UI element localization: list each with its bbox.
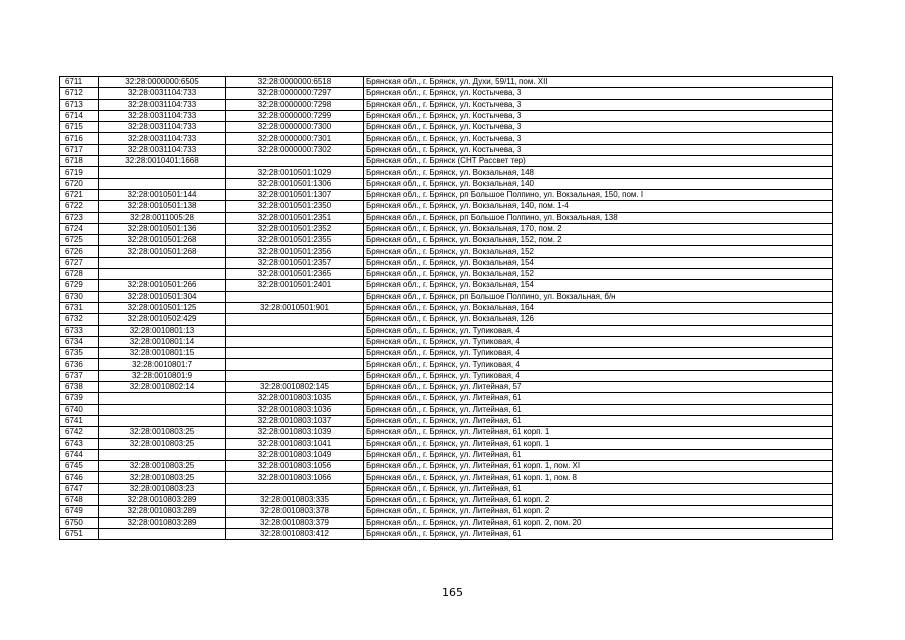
object-cadastral-number-cell: 32:28:0010803:1066 <box>226 472 364 483</box>
object-cadastral-number-cell: 32:28:0010803:412 <box>226 528 364 539</box>
cadastral-number-cell <box>99 393 226 404</box>
object-cadastral-number-cell: 32:28:0010501:2352 <box>226 223 364 234</box>
cadastral-number-cell: 32:28:0010501:304 <box>99 291 226 302</box>
address-cell: Брянская обл., г. Брянск, ул. Литейная, 61 корп. 1, пом. 8 <box>364 472 833 483</box>
address-cell: Брянская обл., г. Брянск, ул. Литейная, 57 <box>364 382 833 393</box>
object-cadastral-number-cell: 32:28:0000000:7297 <box>226 88 364 99</box>
table-row <box>60 483 833 494</box>
row-number-cell: 6717 <box>60 144 99 155</box>
table-row <box>60 144 833 155</box>
address-cell: Брянская обл., г. Брянск, ул. Вокзальная, 154 <box>364 280 833 291</box>
address-cell: Брянская обл., г. Брянск, рп Большое Полпино, ул. Вокзальная, 138 <box>364 212 833 223</box>
object-cadastral-number-cell: 32:28:0000000:7301 <box>226 133 364 144</box>
object-cadastral-number-cell: 32:28:0000000:7299 <box>226 110 364 121</box>
table-row <box>60 415 833 426</box>
table-row <box>60 257 833 268</box>
object-cadastral-number-cell: 32:28:0010803:379 <box>226 517 364 528</box>
row-number-cell: 6723 <box>60 212 99 223</box>
table-row <box>60 370 833 381</box>
table-row <box>60 110 833 121</box>
address-cell: Брянская обл., г. Брянск, ул. Костычева, 3 <box>364 122 833 133</box>
cadastral-number-cell: 32:28:0010803:25 <box>99 427 226 438</box>
row-number-cell: 6715 <box>60 122 99 133</box>
cadastral-number-cell: 32:28:0010501:266 <box>99 280 226 291</box>
table-row <box>60 212 833 223</box>
cadastral-number-cell: 32:28:0010801:9 <box>99 370 226 381</box>
table-row <box>60 246 833 257</box>
cadastral-number-cell <box>99 449 226 460</box>
row-number-cell: 6749 <box>60 506 99 517</box>
row-number-cell: 6727 <box>60 257 99 268</box>
cadastral-number-cell: 32:28:0010803:289 <box>99 506 226 517</box>
address-cell: Брянская обл., г. Брянск, ул. Литейная, 61 <box>364 483 833 494</box>
object-cadastral-number-cell: 32:28:0010803:1039 <box>226 427 364 438</box>
table-row <box>60 122 833 133</box>
object-cadastral-number-cell: 32:28:0000000:7298 <box>226 99 364 110</box>
cadastral-number-cell: 32:28:0000000:6505 <box>99 77 226 88</box>
row-number-cell: 6721 <box>60 189 99 200</box>
row-number-cell: 6724 <box>60 223 99 234</box>
object-cadastral-number-cell <box>226 483 364 494</box>
row-number-cell: 6739 <box>60 393 99 404</box>
row-number-cell: 6719 <box>60 167 99 178</box>
object-cadastral-number-cell: 32:28:0010803:1041 <box>226 438 364 449</box>
address-cell: Брянская обл., г. Брянск, ул. Литейная, 61 корп. 1, пом. XI <box>364 461 833 472</box>
row-number-cell: 6744 <box>60 449 99 460</box>
table-row <box>60 291 833 302</box>
cadastral-number-cell: 32:28:0010401:1668 <box>99 156 226 167</box>
table-row <box>60 235 833 246</box>
row-number-cell: 6725 <box>60 235 99 246</box>
cadastral-number-cell: 32:28:0010801:15 <box>99 348 226 359</box>
address-cell: Брянская обл., г. Брянск, ул. Вокзальная, 154 <box>364 257 833 268</box>
row-number-cell: 6728 <box>60 269 99 280</box>
cadastral-number-cell: 32:28:0010802:14 <box>99 382 226 393</box>
table-row <box>60 359 833 370</box>
property-table <box>59 76 833 540</box>
row-number-cell: 6747 <box>60 483 99 494</box>
table-row <box>60 438 833 449</box>
table-body <box>60 77 833 540</box>
row-number-cell: 6738 <box>60 382 99 393</box>
row-number-cell: 6743 <box>60 438 99 449</box>
object-cadastral-number-cell: 32:28:0010501:2355 <box>226 235 364 246</box>
object-cadastral-number-cell <box>226 348 364 359</box>
address-cell: Брянская обл., г. Брянск, ул. Литейная, 61 корп. 2, пом. 20 <box>364 517 833 528</box>
row-number-cell: 6731 <box>60 302 99 313</box>
row-number-cell: 6712 <box>60 88 99 99</box>
address-cell: Брянская обл., г. Брянск, ул. Вокзальная, 152 <box>364 269 833 280</box>
cadastral-number-cell <box>99 404 226 415</box>
object-cadastral-number-cell: 32:28:0010803:1037 <box>226 415 364 426</box>
address-cell: Брянская обл., г. Брянск, ул. Костычева, 3 <box>364 144 833 155</box>
address-cell: Брянская обл., г. Брянск, ул. Тупиковая, 4 <box>364 336 833 347</box>
address-cell: Брянская обл., г. Брянск, ул. Вокзальная, 140 <box>364 178 833 189</box>
cadastral-number-cell: 32:28:0011005:28 <box>99 212 226 223</box>
cadastral-number-cell: 32:28:0010803:23 <box>99 483 226 494</box>
table-row <box>60 269 833 280</box>
table-row <box>60 382 833 393</box>
address-cell: Брянская обл., г. Брянск, ул. Литейная, 61 <box>364 404 833 415</box>
cadastral-number-cell: 32:28:0010801:13 <box>99 325 226 336</box>
cadastral-number-cell: 32:28:0010501:125 <box>99 302 226 313</box>
row-number-cell: 6718 <box>60 156 99 167</box>
object-cadastral-number-cell: 32:28:0000000:6518 <box>226 77 364 88</box>
table-row <box>60 280 833 291</box>
table-row <box>60 201 833 212</box>
row-number-cell: 6714 <box>60 110 99 121</box>
object-cadastral-number-cell: 32:28:0010501:2401 <box>226 280 364 291</box>
table-row <box>60 348 833 359</box>
row-number-cell: 6746 <box>60 472 99 483</box>
cadastral-number-cell: 32:28:0010803:25 <box>99 472 226 483</box>
cadastral-number-cell: 32:28:0010801:14 <box>99 336 226 347</box>
object-cadastral-number-cell: 32:28:0010803:1035 <box>226 393 364 404</box>
table-row <box>60 156 833 167</box>
cadastral-number-cell: 32:28:0010803:289 <box>99 517 226 528</box>
cadastral-number-cell: 32:28:0010501:144 <box>99 189 226 200</box>
cadastral-number-cell <box>99 178 226 189</box>
cadastral-number-cell: 32:28:0010501:138 <box>99 201 226 212</box>
object-cadastral-number-cell: 32:28:0010501:2365 <box>226 269 364 280</box>
table-row <box>60 133 833 144</box>
cadastral-number-cell: 32:28:0031104:733 <box>99 110 226 121</box>
cadastral-number-cell: 32:28:0031104:733 <box>99 88 226 99</box>
address-cell: Брянская обл., г. Брянск, ул. Вокзальная, 140, пом. 1-4 <box>364 201 833 212</box>
cadastral-number-cell <box>99 415 226 426</box>
address-cell: Брянская обл., г. Брянск, ул. Литейная, 61 <box>364 393 833 404</box>
table-row <box>60 314 833 325</box>
object-cadastral-number-cell <box>226 359 364 370</box>
cadastral-number-cell <box>99 257 226 268</box>
address-cell: Брянская обл., г. Брянск, ул. Тупиковая, 4 <box>364 359 833 370</box>
object-cadastral-number-cell: 32:28:0010501:901 <box>226 302 364 313</box>
table-row <box>60 528 833 539</box>
object-cadastral-number-cell <box>226 370 364 381</box>
cadastral-number-cell: 32:28:0010501:268 <box>99 235 226 246</box>
address-cell: Брянская обл., г. Брянск, ул. Костычева, 3 <box>364 88 833 99</box>
table-row <box>60 88 833 99</box>
table-row <box>60 393 833 404</box>
table-row <box>60 223 833 234</box>
row-number-cell: 6748 <box>60 494 99 505</box>
table-row <box>60 178 833 189</box>
object-cadastral-number-cell <box>226 291 364 302</box>
table-row <box>60 302 833 313</box>
object-cadastral-number-cell: 32:28:0010803:335 <box>226 494 364 505</box>
address-cell: Брянская обл., г. Брянск, ул. Литейная, 61 корп. 1 <box>364 438 833 449</box>
address-cell: Брянская обл., г. Брянск, ул. Литейная, 61 корп. 2 <box>364 506 833 517</box>
row-number-cell: 6722 <box>60 201 99 212</box>
row-number-cell: 6729 <box>60 280 99 291</box>
table-row <box>60 325 833 336</box>
table-row <box>60 99 833 110</box>
row-number-cell: 6716 <box>60 133 99 144</box>
page-number: 165 <box>442 586 463 599</box>
object-cadastral-number-cell: 32:28:0010501:1307 <box>226 189 364 200</box>
object-cadastral-number-cell <box>226 314 364 325</box>
row-number-cell: 6750 <box>60 517 99 528</box>
address-cell: Брянская обл., г. Брянск, ул. Литейная, 61 <box>364 415 833 426</box>
address-cell: Брянская обл., г. Брянск, рп Большое Полпино, ул. Вокзальная, б/н <box>364 291 833 302</box>
row-number-cell: 6737 <box>60 370 99 381</box>
object-cadastral-number-cell: 32:28:0010501:2356 <box>226 246 364 257</box>
address-cell: Брянская обл., г. Брянск, ул. Литейная, 61 корп. 2 <box>364 494 833 505</box>
table-row <box>60 494 833 505</box>
object-cadastral-number-cell <box>226 336 364 347</box>
address-cell: Брянская обл., г. Брянск, ул. Костычева, 3 <box>364 133 833 144</box>
address-cell: Брянская обл., г. Брянск, ул. Тупиковая, 4 <box>364 325 833 336</box>
object-cadastral-number-cell: 32:28:0000000:7302 <box>226 144 364 155</box>
table-row <box>60 472 833 483</box>
object-cadastral-number-cell: 32:28:0010501:1306 <box>226 178 364 189</box>
row-number-cell: 6741 <box>60 415 99 426</box>
cadastral-number-cell: 32:28:0031104:733 <box>99 99 226 110</box>
cadastral-number-cell: 32:28:0010803:25 <box>99 438 226 449</box>
cadastral-number-cell: 32:28:0010803:25 <box>99 461 226 472</box>
table-row <box>60 336 833 347</box>
address-cell: Брянская обл., г. Брянск, ул. Вокзальная, 152, пом. 2 <box>364 235 833 246</box>
address-cell: Брянская обл., г. Брянск, ул. Духи, 59/11, пом. XII <box>364 77 833 88</box>
row-number-cell: 6730 <box>60 291 99 302</box>
cadastral-number-cell: 32:28:0010501:268 <box>99 246 226 257</box>
address-cell: Брянская обл., г. Брянск, ул. Литейная, 61 <box>364 449 833 460</box>
object-cadastral-number-cell: 32:28:0000000:7300 <box>226 122 364 133</box>
object-cadastral-number-cell: 32:28:0010501:2357 <box>226 257 364 268</box>
address-cell: Брянская обл., г. Брянск, ул. Костычева, 3 <box>364 110 833 121</box>
table-row <box>60 461 833 472</box>
cadastral-number-cell <box>99 269 226 280</box>
cadastral-number-cell: 32:28:0010803:289 <box>99 494 226 505</box>
row-number-cell: 6740 <box>60 404 99 415</box>
object-cadastral-number-cell: 32:28:0010803:1049 <box>226 449 364 460</box>
object-cadastral-number-cell <box>226 325 364 336</box>
row-number-cell: 6733 <box>60 325 99 336</box>
table-row <box>60 449 833 460</box>
row-number-cell: 6735 <box>60 348 99 359</box>
cadastral-number-cell: 32:28:0010801:7 <box>99 359 226 370</box>
row-number-cell: 6751 <box>60 528 99 539</box>
address-cell: Брянская обл., г. Брянск, ул. Литейная, 61 <box>364 528 833 539</box>
cadastral-number-cell <box>99 528 226 539</box>
row-number-cell: 6720 <box>60 178 99 189</box>
table-row <box>60 427 833 438</box>
table-row <box>60 77 833 88</box>
object-cadastral-number-cell: 32:28:0010803:1056 <box>226 461 364 472</box>
object-cadastral-number-cell: 32:28:0010501:2350 <box>226 201 364 212</box>
object-cadastral-number-cell: 32:28:0010802:145 <box>226 382 364 393</box>
address-cell: Брянская обл., г. Брянск, ул. Литейная, 61 корп. 1 <box>364 427 833 438</box>
address-cell: Брянская обл., г. Брянск, ул. Вокзальная, 164 <box>364 302 833 313</box>
table-row <box>60 404 833 415</box>
cadastral-number-cell <box>99 167 226 178</box>
cadastral-number-cell: 32:28:0031104:733 <box>99 133 226 144</box>
object-cadastral-number-cell: 32:28:0010501:1029 <box>226 167 364 178</box>
address-cell: Брянская обл., г. Брянск, ул. Вокзальная, 170, пом. 2 <box>364 223 833 234</box>
object-cadastral-number-cell: 32:28:0010501:2351 <box>226 212 364 223</box>
row-number-cell: 6713 <box>60 99 99 110</box>
object-cadastral-number-cell <box>226 156 364 167</box>
address-cell: Брянская обл., г. Брянск (СНТ Рассвет тер) <box>364 156 833 167</box>
address-cell: Брянская обл., г. Брянск, ул. Тупиковая, 4 <box>364 348 833 359</box>
address-cell: Брянская обл., г. Брянск, рп Большое Полпино, ул. Вокзальная, 150, пом. I <box>364 189 833 200</box>
address-cell: Брянская обл., г. Брянск, ул. Вокзальная, 148 <box>364 167 833 178</box>
address-cell: Брянская обл., г. Брянск, ул. Тупиковая, 4 <box>364 370 833 381</box>
cadastral-number-cell: 32:28:0010502:429 <box>99 314 226 325</box>
table-row <box>60 167 833 178</box>
object-cadastral-number-cell: 32:28:0010803:1036 <box>226 404 364 415</box>
row-number-cell: 6734 <box>60 336 99 347</box>
row-number-cell: 6732 <box>60 314 99 325</box>
row-number-cell: 6745 <box>60 461 99 472</box>
row-number-cell: 6736 <box>60 359 99 370</box>
object-cadastral-number-cell: 32:28:0010803:378 <box>226 506 364 517</box>
table-row <box>60 189 833 200</box>
cadastral-number-cell: 32:28:0010501:136 <box>99 223 226 234</box>
cadastral-number-cell: 32:28:0031104:733 <box>99 122 226 133</box>
row-number-cell: 6742 <box>60 427 99 438</box>
row-number-cell: 6711 <box>60 77 99 88</box>
address-cell: Брянская обл., г. Брянск, ул. Костычева, 3 <box>364 99 833 110</box>
cadastral-number-cell: 32:28:0031104:733 <box>99 144 226 155</box>
table-row <box>60 506 833 517</box>
address-cell: Брянская обл., г. Брянск, ул. Вокзальная, 126 <box>364 314 833 325</box>
address-cell: Брянская обл., г. Брянск, ул. Вокзальная, 152 <box>364 246 833 257</box>
row-number-cell: 6726 <box>60 246 99 257</box>
table-row <box>60 517 833 528</box>
